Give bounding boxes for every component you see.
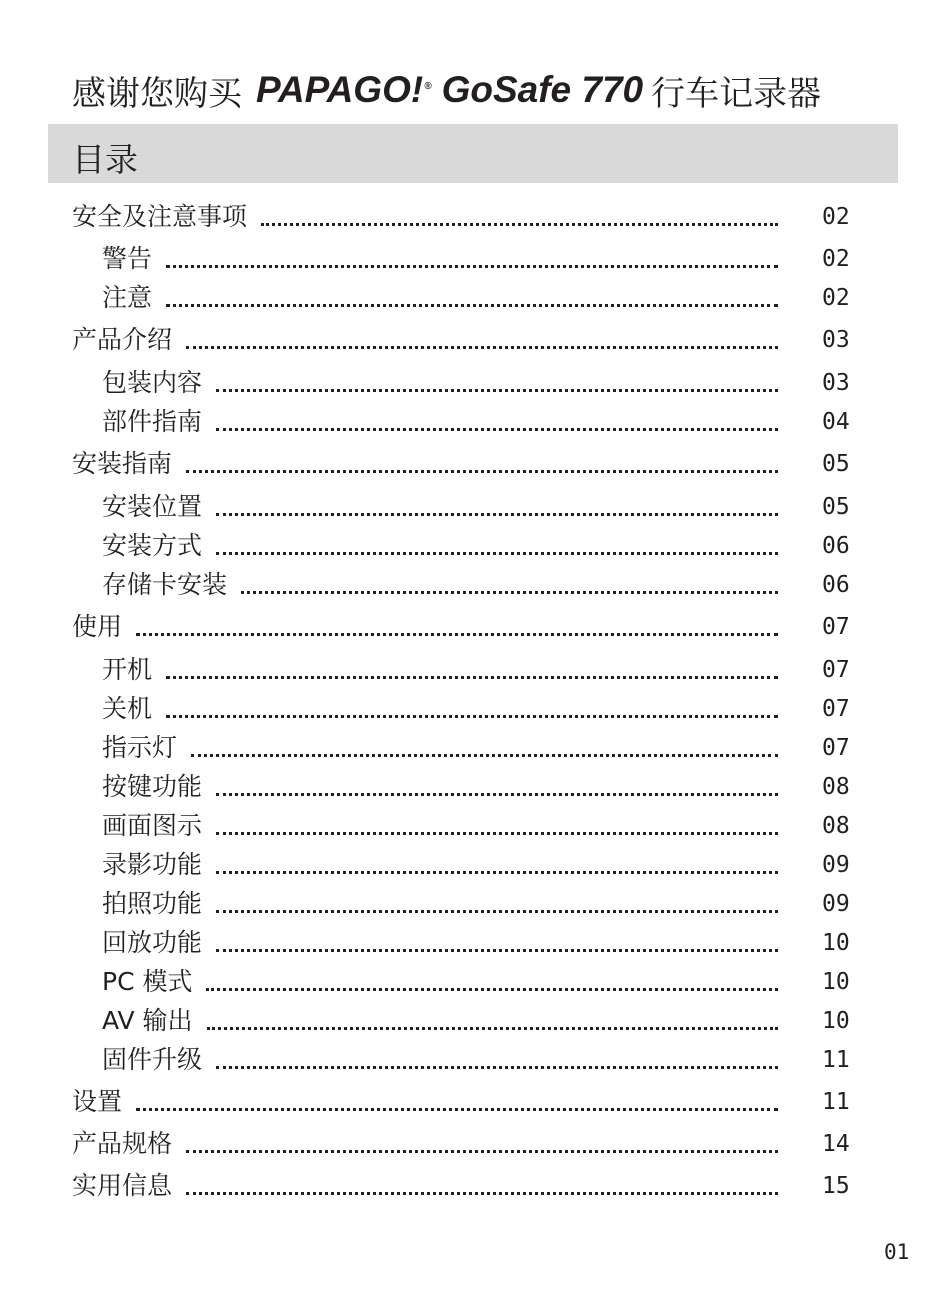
toc-entry-title: 注意	[102, 283, 153, 312]
toc-entry-page: 10	[822, 1008, 850, 1034]
toc-entry-page: 02	[822, 246, 850, 272]
page-number: 01	[884, 1240, 910, 1264]
toc-entry	[0, 1042, 944, 1078]
toc-entry-title: 指示灯	[102, 733, 178, 762]
dot-leader	[166, 701, 778, 718]
toc-entry-page: 07	[822, 696, 850, 722]
dot-leader	[216, 896, 778, 913]
toc-entry-page: 07	[822, 657, 850, 683]
toc-entry-title: 安装指南	[72, 449, 173, 478]
toc-entry-page: 07	[822, 614, 850, 640]
toc-heading: 目录	[72, 140, 138, 179]
toc-entry-title: 拍照功能	[102, 889, 203, 918]
toc-entry-page: 07	[822, 735, 850, 761]
toc-entry-title: 开机	[102, 655, 153, 684]
dot-leader	[186, 1136, 778, 1153]
dot-leader	[186, 1178, 778, 1195]
toc-entry-title: 产品规格	[72, 1129, 173, 1158]
toc-entry-title: 警告	[102, 244, 153, 273]
toc-entry	[0, 322, 944, 358]
dot-leader	[216, 499, 778, 516]
toc-entry-page: 09	[822, 852, 850, 878]
toc-entry	[0, 404, 944, 440]
toc-entry-title: 录影功能	[102, 850, 203, 879]
toc-entry-title: 使用	[72, 612, 123, 641]
dot-leader	[206, 974, 778, 991]
dot-leader	[191, 740, 778, 757]
toc-entry-title: 设置	[72, 1087, 123, 1116]
toc-entry-page: 04	[822, 409, 850, 435]
toc-entry-page: 10	[822, 969, 850, 995]
title-prefix: 感谢您购买	[72, 73, 242, 114]
toc-entry	[0, 1003, 944, 1039]
toc-entry-page: 03	[822, 370, 850, 396]
dot-leader	[216, 538, 778, 555]
dot-leader	[216, 1052, 778, 1069]
toc-entry-page: 08	[822, 774, 850, 800]
toc-entry-page: 03	[822, 327, 850, 353]
toc-entry-title: PC 模式	[102, 967, 193, 996]
toc-entry	[0, 691, 944, 727]
toc-entry	[0, 1084, 944, 1120]
dot-leader	[207, 1013, 778, 1030]
toc-entry-page: 06	[822, 533, 850, 559]
toc-entry-page: 11	[822, 1047, 850, 1073]
toc-entry-title: 关机	[102, 694, 153, 723]
dot-leader	[216, 857, 778, 874]
dot-leader	[216, 414, 778, 431]
toc-entry	[0, 730, 944, 766]
title-suffix: 行车记录器	[651, 73, 822, 114]
toc-entry-page: 02	[822, 285, 850, 311]
toc-entry-title: 产品介绍	[72, 325, 173, 354]
toc-entry	[0, 528, 944, 564]
toc-entry-title: 安装位置	[102, 492, 203, 521]
toc-entry	[0, 808, 944, 844]
registered-mark: ®	[424, 80, 432, 92]
toc-entry	[0, 652, 944, 688]
toc-entry-page: 02	[822, 204, 850, 230]
toc-entry	[0, 280, 944, 316]
toc-entry	[0, 446, 944, 482]
toc-entry-page: 05	[822, 451, 850, 477]
dot-leader	[186, 332, 778, 349]
toc-entry-title: AV 输出	[102, 1006, 193, 1035]
dot-leader	[216, 375, 778, 392]
toc-entry-title: 存储卡安装	[102, 570, 228, 599]
toc-entry-title: 实用信息	[72, 1171, 173, 1200]
toc-entry-page: 09	[822, 891, 850, 917]
dot-leader	[166, 251, 778, 268]
toc-entry	[0, 1126, 944, 1162]
dot-leader	[216, 779, 778, 796]
toc-entry-page: 06	[822, 572, 850, 598]
toc-entry	[0, 567, 944, 603]
dot-leader	[241, 577, 778, 594]
gosafe-product-logo: GoSafe 770	[441, 69, 644, 110]
toc-entry-page: 10	[822, 930, 850, 956]
toc-entry-page: 05	[822, 494, 850, 520]
toc-entry	[0, 489, 944, 525]
toc-entry-page: 08	[822, 813, 850, 839]
dot-leader	[216, 818, 778, 835]
toc-entry-title: 部件指南	[102, 407, 203, 436]
dot-leader	[166, 662, 778, 679]
toc-entry	[0, 365, 944, 401]
toc-entry	[0, 847, 944, 883]
dot-leader	[216, 935, 778, 952]
toc-entry-title: 安装方式	[102, 531, 203, 560]
toc-entry-page: 11	[822, 1089, 850, 1115]
toc-entry-page: 14	[822, 1131, 850, 1157]
dot-leader	[136, 1094, 778, 1111]
toc-entry	[0, 241, 944, 277]
dot-leader	[261, 209, 778, 226]
toc-entry	[0, 964, 944, 1000]
dot-leader	[166, 290, 778, 307]
toc-entry	[0, 199, 944, 235]
papago-logo-text: PAPAGO!	[256, 69, 424, 110]
toc-entry-page: 15	[822, 1173, 850, 1199]
toc-entry	[0, 769, 944, 805]
dot-leader	[136, 619, 778, 636]
dot-leader	[186, 456, 778, 473]
toc-entry	[0, 609, 944, 645]
toc-entry-title: 画面图示	[102, 811, 203, 840]
toc-entry	[0, 1168, 944, 1204]
toc-entry-title: 固件升级	[102, 1045, 203, 1074]
toc-entry	[0, 886, 944, 922]
toc-entry	[0, 925, 944, 961]
toc-entry-title: 包装内容	[102, 368, 203, 397]
toc-entry-title: 回放功能	[102, 928, 203, 957]
toc-entry-title: 按键功能	[102, 772, 203, 801]
toc-entry-title: 安全及注意事项	[72, 202, 248, 231]
